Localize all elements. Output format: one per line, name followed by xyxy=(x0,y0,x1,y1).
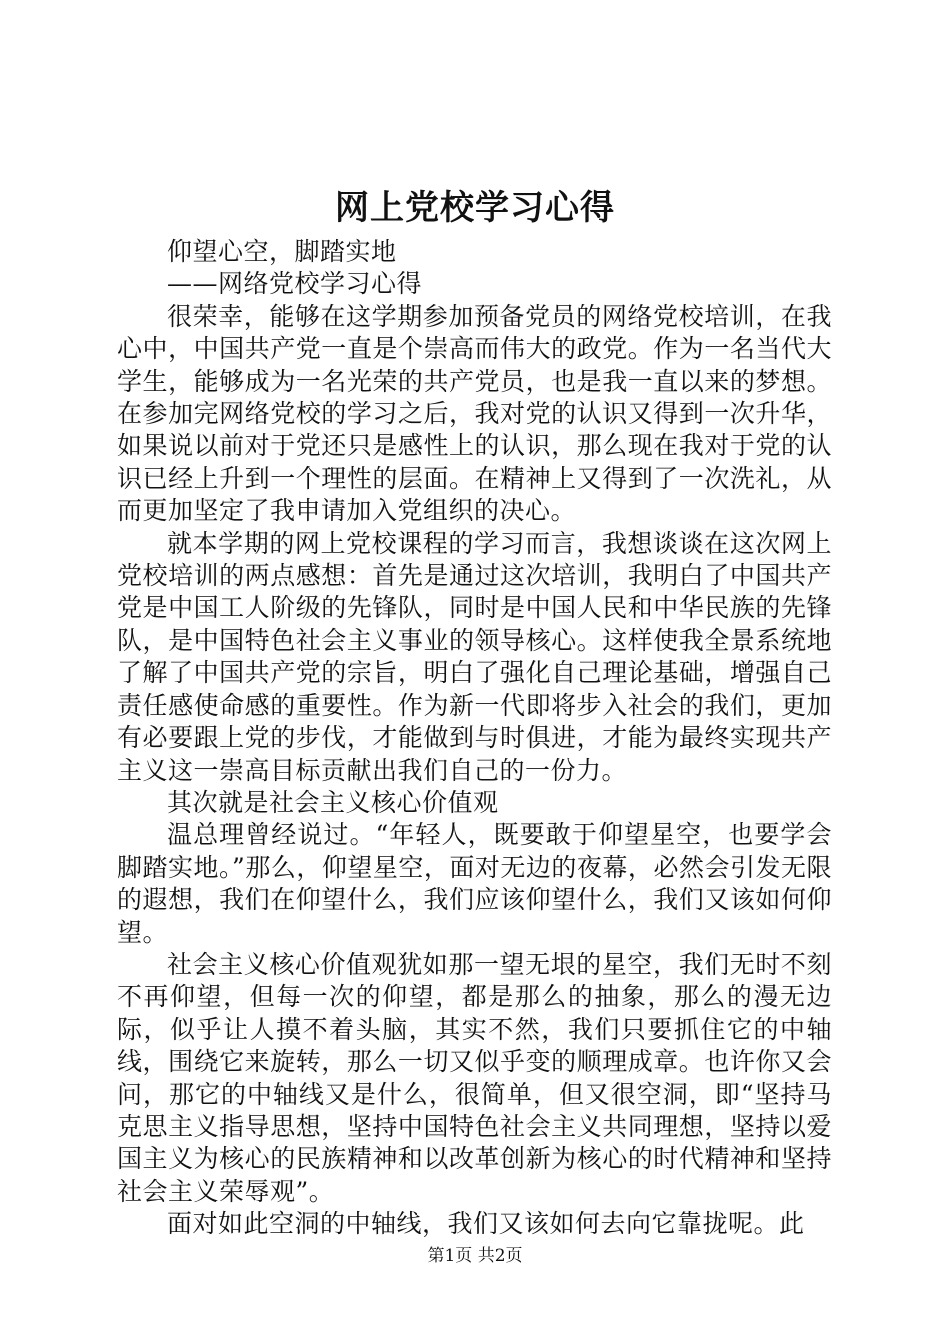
paragraph: 很荣幸，能够在这学期参加预备党员的网络党校培训，在我心中，中国共产党一直是个崇高而伟大的政党。作为一名当代大学生，能够成为一名光荣的共产党员，也是我一直以来的梦想。在参加完网络党校的学习之后，我对党的认识又得到一次升华，如果说以前对于党还只是感性上的认识，那么现在我对于党的认识已经上升到一个理性的层面。在精神上又得到了一次洗礼，从而更加坚定了我申请加入党组织的决心。 xyxy=(117,301,832,526)
page-footer: 第1页 共2页 xyxy=(427,1246,523,1266)
paragraph: 社会主义核心价值观犹如那一望无垠的星空，我们无时不刻不再仰望，但每一次的仰望，都是那么的抽象，那么的漫无边际，似乎让人摸不着头脑，其实不然，我们只要抓住它的中轴线，围绕它来旋转，那么一切又似乎变的顺理成章。也许你又会问，那它的中轴线又是什么，很简单，但又很空洞，即“坚持马克思主义指导思想，坚持中国特色社会主义共同理想，坚持以爱国主义为核心的民族精神和以改革创新为核心的时代精神和坚持社会主义荣辱观”。 xyxy=(117,949,832,1206)
paragraph: 就本学期的网上党校课程的学习而言，我想谈谈在这次网上党校培训的两点感想：首先是通过这次培训，我明白了中国共产党是中国工人阶级的先锋队，同时是中国人民和中华民族的先锋队，是中国特色社会主义事业的领导核心。这样使我全景系统地了解了中国共产党的宗旨，明白了强化自己理论基础，增强自己责任感使命感的重要性。作为新一代即将步入社会的我们，更加有必要跟上党的步伐，才能做到与时俱进，才能为最终实现共产主义这一崇高目标贡献出我们自己的一份力。 xyxy=(117,528,832,785)
subtitle-dash-line: ——网络党校学习心得 xyxy=(167,269,423,299)
document-body xyxy=(117,236,832,1241)
section-heading: 其次就是社会主义核心价值观 xyxy=(167,787,499,817)
document-title: 网上党校学习心得 xyxy=(335,188,615,228)
paragraph: 面对如此空洞的中轴线，我们又该如何去向它靠拢呢。此 xyxy=(167,1209,805,1239)
subtitle-line: 仰望心空，脚踏实地 xyxy=(167,237,397,266)
paragraph: 温总理曾经说过。“年轻人，既要敢于仰望星空，也要学会脚踏实地。”那么，仰望星空，面对无边的夜幕，必然会引发无限的遐想，我们在仰望什么，我们应该仰望什么，我们又该如何仰望。 xyxy=(117,820,832,947)
